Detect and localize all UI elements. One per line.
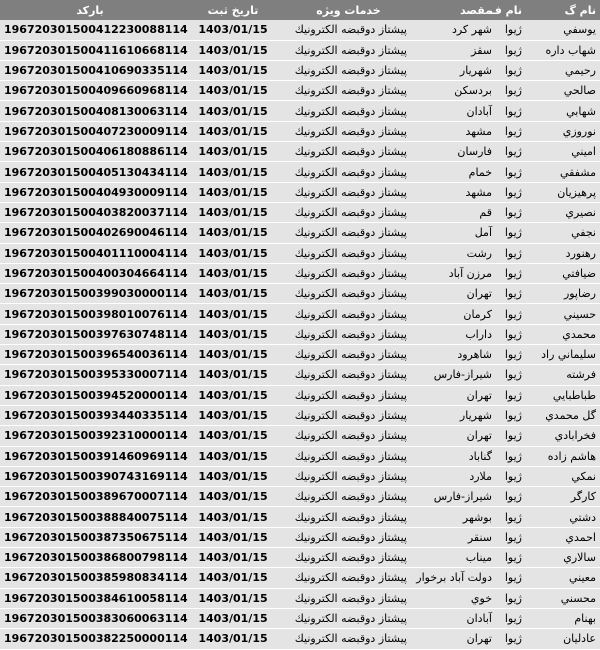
cell-first-name: ژيوا [504, 348, 522, 362]
cell-services: پيشتاز دوقبضه الكترونيك [294, 409, 407, 423]
table-row [0, 162, 600, 182]
cell-services: پيشتاز دوقبضه الكترونيك [294, 327, 407, 341]
cell-destination: ميناب [465, 551, 492, 565]
cell-destination: مشهد [465, 185, 492, 199]
cell-date: 1403/01/15 [198, 530, 268, 544]
table-row [0, 325, 600, 345]
cell-barcode: 196720301500394520000114 [4, 388, 188, 402]
cell-date: 1403/01/15 [198, 206, 268, 220]
cell-last-name: بهنام [574, 612, 596, 626]
cell-last-name: سالاري [563, 551, 596, 565]
cell-destination: سنقر [467, 530, 492, 544]
cell-services: پيشتاز دوقبضه الكترونيك [294, 469, 407, 483]
cell-destination: شيراز-فارس [433, 490, 492, 504]
cell-last-name: ضيافتي [562, 267, 596, 280]
cell-first-name: ژيوا [504, 368, 522, 382]
table-row [0, 304, 600, 324]
cell-last-name: طباطبايي [552, 388, 596, 402]
cell-destination: گناباد [468, 449, 492, 463]
cell-date: 1403/01/15 [198, 43, 268, 57]
cell-destination: بوشهر [462, 510, 492, 524]
cell-last-name: نجفي [571, 226, 596, 240]
cell-destination: شهر كرد [451, 23, 492, 37]
cell-services: پيشتاز دوقبضه الكترونيك [294, 551, 407, 565]
cell-date: 1403/01/15 [198, 165, 268, 179]
cell-services: پيشتاز دوقبضه الكترونيك [294, 530, 407, 544]
cell-services: پيشتاز دوقبضه الكترونيك [294, 165, 407, 179]
cell-barcode: 196720301500404930009114 [4, 185, 188, 199]
cell-last-name: شهاب داره [545, 43, 596, 57]
cell-destination: آمل [474, 226, 492, 240]
cell-destination: فارسان [457, 145, 492, 159]
cell-first-name: ژيوا [504, 23, 522, 37]
cell-barcode: 196720301500397630748114 [4, 327, 188, 341]
cell-services: پيشتاز دوقبضه الكترونيك [294, 185, 407, 199]
table-header [0, 0, 600, 20]
cell-barcode: 196720301500389670007114 [4, 490, 188, 504]
cell-first-name: ژيوا [504, 185, 522, 199]
cell-barcode: 196720301500410690335114 [4, 64, 188, 78]
cell-first-name: ژيوا [504, 43, 522, 57]
table-row [0, 81, 600, 101]
cell-last-name: احمدي [565, 530, 596, 544]
cell-services: پيشتاز دوقبضه الكترونيك [294, 23, 407, 37]
cell-first-name: ژيوا [504, 571, 522, 585]
cell-date: 1403/01/15 [198, 226, 268, 240]
cell-date: 1403/01/15 [198, 267, 268, 280]
cell-destination: رشت [466, 246, 492, 260]
cell-last-name: يوسفي [563, 23, 596, 37]
cell-services: پيشتاز دوقبضه الكترونيك [294, 612, 407, 626]
cell-first-name: ژيوا [504, 226, 522, 240]
cell-first-name: ژيوا [504, 591, 522, 605]
table-row [0, 365, 600, 385]
cell-last-name: نمكي [571, 469, 596, 483]
table-row [0, 467, 600, 487]
cell-date: 1403/01/15 [198, 449, 268, 463]
cell-date: 1403/01/15 [198, 510, 268, 524]
cell-services: پيشتاز دوقبضه الكترونيك [294, 124, 407, 138]
table-row [0, 548, 600, 568]
cell-last-name: صالحي [563, 84, 596, 98]
table-row [0, 183, 600, 203]
cell-date: 1403/01/15 [198, 185, 268, 199]
cell-last-name: رهنورد [565, 246, 596, 260]
cell-barcode: 196720301500401110004114 [4, 246, 188, 260]
table-row [0, 568, 600, 588]
table-row [0, 345, 600, 365]
cell-destination: بردسكن [454, 84, 492, 98]
cell-date: 1403/01/15 [198, 591, 268, 605]
cell-first-name: ژيوا [504, 429, 522, 443]
cell-barcode: 196720301500411610668114 [4, 43, 188, 57]
cell-last-name: مشفقي [559, 165, 596, 179]
cell-barcode: 196720301500388840075114 [4, 510, 188, 524]
cell-date: 1403/01/15 [198, 246, 268, 260]
cell-date: 1403/01/15 [198, 348, 268, 362]
cell-first-name: ژيوا [504, 327, 522, 341]
cell-destination: تهران [466, 632, 492, 646]
cell-services: پيشتاز دوقبضه الكترونيك [294, 490, 407, 504]
cell-first-name: ژيوا [504, 246, 522, 260]
cell-barcode: 196720301500393440335114 [4, 409, 188, 423]
cell-first-name: ژيوا [504, 206, 522, 220]
cell-barcode: 196720301500382250000114 [4, 632, 188, 646]
cell-date: 1403/01/15 [198, 571, 268, 585]
cell-date: 1403/01/15 [198, 124, 268, 138]
cell-services: پيشتاز دوقبضه الكترونيك [294, 307, 407, 321]
cell-first-name: ژيوا [504, 632, 522, 646]
cell-services: پيشتاز دوقبضه الكترونيك [294, 348, 407, 362]
cell-last-name: پرهيزيان [557, 185, 596, 199]
cell-first-name: ژيوا [504, 124, 522, 138]
cell-last-name: حسيني [563, 307, 596, 321]
cell-date: 1403/01/15 [198, 490, 268, 504]
cell-destination: تهران [466, 287, 492, 301]
cell-barcode: 196720301500399030000114 [4, 287, 188, 301]
cell-barcode: 196720301500391460969114 [4, 449, 188, 463]
cell-date: 1403/01/15 [198, 145, 268, 159]
cell-services: پيشتاز دوقبضه الكترونيك [294, 145, 407, 159]
cell-last-name: رحيمي [565, 64, 596, 78]
cell-first-name: ژيوا [504, 612, 522, 626]
cell-services: پيشتاز دوقبضه الكترونيك [294, 368, 407, 382]
cell-barcode: 196720301500385980834114 [4, 571, 188, 585]
cell-first-name: ژيوا [504, 84, 522, 98]
table-row [0, 507, 600, 527]
table-row [0, 426, 600, 446]
cell-barcode: 196720301500386800798114 [4, 551, 188, 565]
header-last-name: نام گ [564, 3, 596, 17]
cell-barcode: 196720301500406180886114 [4, 145, 188, 159]
cell-barcode: 196720301500395330007114 [4, 368, 188, 382]
cell-barcode: 196720301500398010076114 [4, 307, 188, 321]
cell-date: 1403/01/15 [198, 327, 268, 341]
table-row [0, 61, 600, 81]
cell-barcode: 196720301500412230088114 [4, 23, 188, 37]
table-row [0, 589, 600, 609]
table-row [0, 244, 600, 264]
cell-destination: خمام [468, 165, 492, 179]
table-row [0, 284, 600, 304]
cell-date: 1403/01/15 [198, 388, 268, 402]
cell-services: پيشتاز دوقبضه الكترونيك [294, 246, 407, 260]
cell-destination: مشهد [465, 124, 492, 138]
cell-barcode: 196720301500396540036114 [4, 348, 188, 362]
cell-last-name: فخرابادي [554, 429, 596, 443]
cell-first-name: ژيوا [504, 490, 522, 504]
cell-services: پيشتاز دوقبضه الكترونيك [294, 429, 407, 443]
cell-destination: قم [479, 206, 492, 220]
cell-services: پيشتاز دوقبضه الكترونيك [294, 510, 407, 524]
cell-barcode: 196720301500403820037114 [4, 206, 188, 220]
cell-last-name: گل محمدي [545, 409, 596, 423]
header-first-name: نام ف [489, 3, 522, 17]
cell-first-name: ژيوا [504, 510, 522, 524]
cell-last-name: شهابي [566, 104, 596, 118]
table-row [0, 386, 600, 406]
cell-first-name: ژيوا [504, 388, 522, 402]
cell-services: پيشتاز دوقبضه الكترونيك [294, 64, 407, 78]
cell-first-name: ژيوا [504, 104, 522, 118]
cell-first-name: ژيوا [504, 64, 522, 78]
cell-destination: شيراز-فارس [433, 368, 492, 382]
table-row [0, 528, 600, 548]
cell-barcode: 196720301500384610058114 [4, 591, 188, 605]
cell-first-name: ژيوا [504, 551, 522, 565]
cell-services: پيشتاز دوقبضه الكترونيك [294, 267, 407, 280]
cell-first-name: ژيوا [504, 307, 522, 321]
cell-destination: شهريار [459, 409, 492, 423]
cell-last-name: كارگر [570, 490, 596, 504]
cell-services: پيشتاز دوقبضه الكترونيك [294, 449, 407, 463]
cell-date: 1403/01/15 [198, 409, 268, 423]
cell-last-name: هاشم زاده [547, 449, 596, 463]
cell-last-name: معيني [568, 571, 596, 585]
cell-services: پيشتاز دوقبضه الكترونيك [294, 591, 407, 605]
cell-barcode: 196720301500400304664114 [4, 267, 188, 280]
cell-destination: كرمان [463, 307, 492, 321]
cell-date: 1403/01/15 [198, 368, 268, 382]
cell-barcode: 196720301500407230009114 [4, 124, 188, 138]
cell-destination: شاهرود [457, 348, 492, 362]
cell-date: 1403/01/15 [198, 307, 268, 321]
cell-barcode: 196720301500408130063114 [4, 104, 188, 118]
table-row [0, 203, 600, 223]
cell-barcode: 196720301500390743169114 [4, 469, 188, 483]
cell-barcode: 196720301500387350675114 [4, 530, 188, 544]
cell-services: پيشتاز دوقبضه الكترونيك [294, 104, 407, 118]
cell-services: پيشتاز دوقبضه الكترونيك [294, 632, 407, 646]
table-row [0, 629, 600, 649]
cell-first-name: ژيوا [504, 145, 522, 159]
cell-first-name: ژيوا [504, 469, 522, 483]
cell-destination: شهريار [459, 64, 492, 78]
cell-date: 1403/01/15 [198, 84, 268, 98]
cell-last-name: محسني [560, 591, 596, 605]
cell-destination: آبادان [466, 612, 492, 626]
table-row [0, 406, 600, 426]
cell-date: 1403/01/15 [198, 632, 268, 646]
cell-last-name: فرشته [566, 368, 596, 382]
cell-destination: خوي [470, 591, 492, 605]
cell-destination: تهران [466, 388, 492, 402]
cell-last-name: نصيري [565, 206, 596, 220]
cell-first-name: ژيوا [504, 409, 522, 423]
cell-last-name: عادليان [563, 632, 596, 646]
table-row [0, 20, 600, 40]
table-row [0, 101, 600, 121]
cell-destination: ملارد [469, 469, 492, 483]
cell-services: پيشتاز دوقبضه الكترونيك [294, 84, 407, 98]
cell-date: 1403/01/15 [198, 287, 268, 301]
table-body [0, 20, 600, 649]
table-row [0, 487, 600, 507]
table-row [0, 447, 600, 467]
cell-services: پيشتاز دوقبضه الكترونيك [294, 206, 407, 220]
header-date: تاريخ ثبت [207, 3, 259, 17]
cell-destination: آبادان [466, 104, 492, 118]
cell-barcode: 196720301500402690046114 [4, 226, 188, 240]
header-destination: مقصد [460, 3, 492, 17]
cell-first-name: ژيوا [504, 267, 522, 280]
table-row [0, 609, 600, 629]
cell-destination: مرزن آباد [448, 267, 492, 280]
header-barcode: باركد [76, 3, 104, 17]
cell-date: 1403/01/15 [198, 551, 268, 565]
header-services: خدمات ويژه [316, 3, 381, 17]
cell-date: 1403/01/15 [198, 23, 268, 37]
cell-date: 1403/01/15 [198, 64, 268, 78]
cell-last-name: دشتي [569, 510, 596, 524]
cell-destination: تهران [466, 429, 492, 443]
cell-barcode: 196720301500405130434114 [4, 165, 188, 179]
cell-destination: داراب [465, 327, 492, 341]
cell-last-name: نوروزي [562, 124, 596, 138]
cell-last-name: سليماني راد [541, 348, 596, 362]
cell-barcode: 196720301500392310000114 [4, 429, 188, 443]
cell-date: 1403/01/15 [198, 104, 268, 118]
cell-barcode: 196720301500409660968114 [4, 84, 188, 98]
table-row [0, 142, 600, 162]
cell-date: 1403/01/15 [198, 612, 268, 626]
cell-services: پيشتاز دوقبضه الكترونيك [294, 388, 407, 402]
cell-services: پيشتاز دوقبضه الكترونيك [294, 287, 407, 301]
table-row [0, 41, 600, 61]
table-row [0, 264, 600, 284]
cell-destination: سقز [471, 43, 492, 57]
table-row [0, 223, 600, 243]
table-row [0, 122, 600, 142]
cell-first-name: ژيوا [504, 287, 522, 301]
cell-first-name: ژيوا [504, 165, 522, 179]
cell-services: پيشتاز دوقبضه الكترونيك [294, 571, 407, 585]
cell-date: 1403/01/15 [198, 429, 268, 443]
cell-last-name: محمدي [562, 327, 596, 341]
cell-last-name: رضاپور [563, 287, 596, 301]
cell-destination: دولت آباد برخوار [416, 571, 492, 585]
cell-services: پيشتاز دوقبضه الكترونيك [294, 43, 407, 57]
cell-date: 1403/01/15 [198, 469, 268, 483]
cell-last-name: اميني [571, 145, 596, 159]
cell-first-name: ژيوا [504, 530, 522, 544]
cell-barcode: 196720301500383060063114 [4, 612, 188, 626]
cell-first-name: ژيوا [504, 449, 522, 463]
cell-services: پيشتاز دوقبضه الكترونيك [294, 226, 407, 240]
